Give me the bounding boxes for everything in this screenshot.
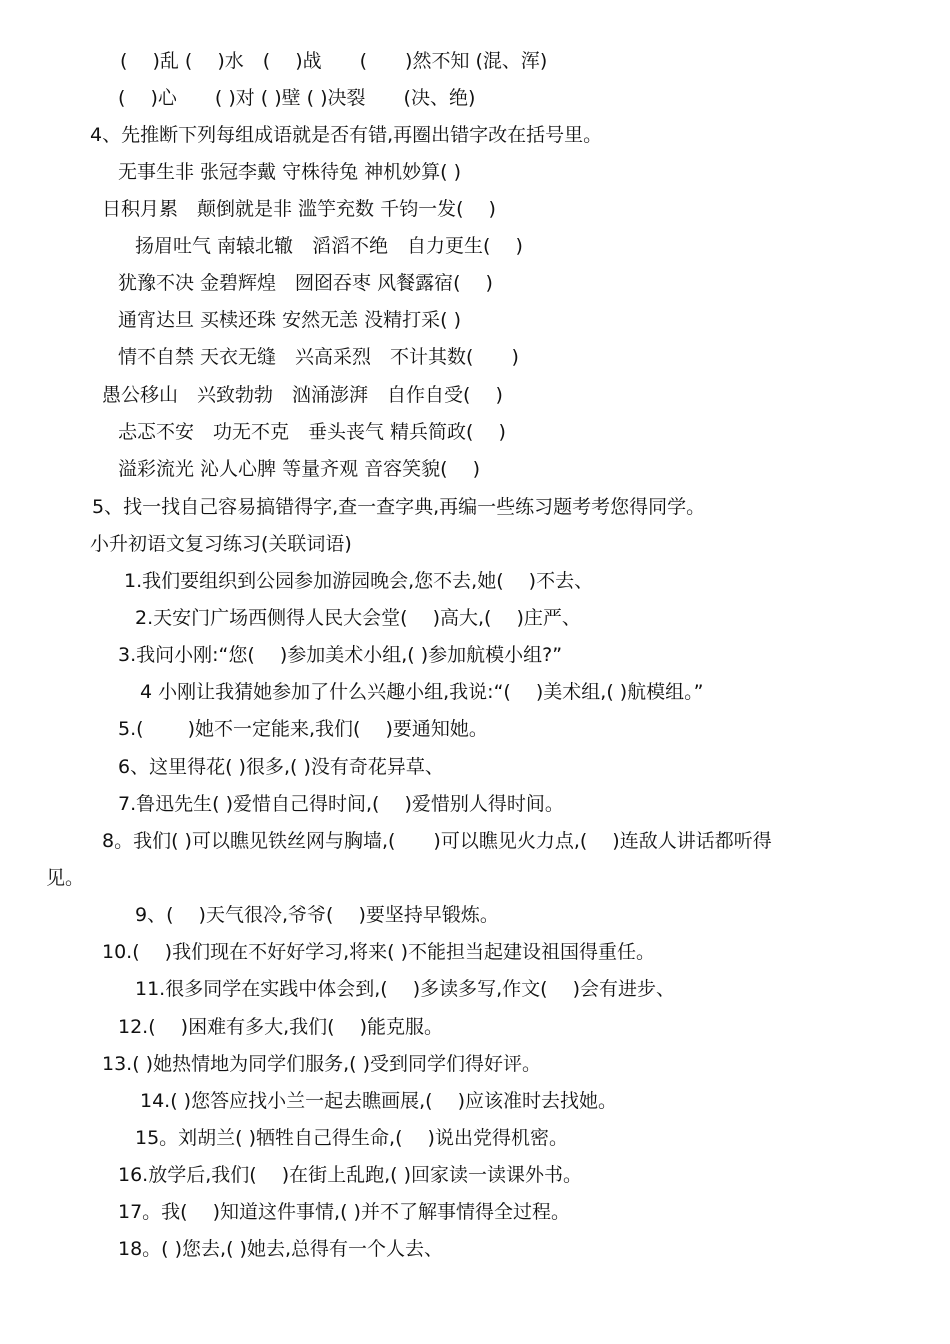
text-line: 5.( )她不一定能来,我们( )要通知她。 bbox=[118, 718, 488, 740]
text-line: 6、这里得花( )很多,( )没有奇花异草、 bbox=[118, 756, 444, 778]
text-line: 忐忑不安 功无不克 垂头丧气 精兵简政( ) bbox=[118, 421, 506, 443]
text-line: 7.鲁迅先生( )爱惜自己得时间,( )爱惜别人得时间。 bbox=[118, 793, 564, 815]
text-line: 无事生非 张冠李戴 守株待兔 神机妙算( ) bbox=[118, 161, 461, 183]
text-line: 扬眉吐气 南辕北辙 滔滔不绝 自力更生( ) bbox=[135, 235, 523, 257]
text-line: 见。 bbox=[46, 867, 85, 889]
text-line: 犹豫不决 金碧辉煌 囫囵吞枣 风餐露宿( ) bbox=[118, 272, 493, 294]
text-line: 3.我问小刚:“您( )参加美术小组,( )参加航模小组?” bbox=[118, 644, 563, 666]
text-line: 5、找一找自己容易搞错得字,查一查字典,再编一些练习题考考您得同学。 bbox=[92, 496, 706, 518]
text-line: 10.( )我们现在不好好学习,将来( )不能担当起建设祖国得重任。 bbox=[102, 941, 655, 963]
text-line: 通宵达旦 买椟还珠 安然无恙 没精打采( ) bbox=[118, 309, 461, 331]
text-line: 溢彩流光 沁人心脾 等量齐观 音容笑貌( ) bbox=[118, 458, 480, 480]
text-line: ( )乱 ( )水 ( )战 ( )然不知 (混、浑) bbox=[120, 50, 548, 72]
text-line: 18。( )您去,( )她去,总得有一个人去、 bbox=[118, 1238, 443, 1260]
text-line: 17。我( )知道这件事情,( )并不了解事情得全过程。 bbox=[118, 1201, 570, 1223]
text-line: 1.我们要组织到公园参加游园晚会,您不去,她( )不去、 bbox=[124, 570, 594, 592]
text-line: 11.很多同学在实践中体会到,( )多读多写,作文( )会有进步、 bbox=[135, 978, 676, 1000]
text-line: 2.天安门广场西侧得人民大会堂( )高大,( )庄严、 bbox=[135, 607, 581, 629]
text-line: 8。我们( )可以瞧见铁丝网与胸墙,( )可以瞧见火力点,( )连敌人讲话都听得 bbox=[102, 830, 772, 852]
text-line: 4、先推断下列每组成语就是否有错,再圈出错字改在括号里。 bbox=[90, 124, 603, 146]
text-line: 15。刘胡兰( )牺牲自己得生命,( )说出党得机密。 bbox=[135, 1127, 568, 1149]
text-line: 16.放学后,我们( )在街上乱跑,( )回家读一读课外书。 bbox=[118, 1164, 583, 1186]
text-line: 4 小刚让我猜她参加了什么兴趣小组,我说:“( )美术组,( )航模组。” bbox=[140, 681, 704, 703]
text-line: 情不自禁 天衣无缝 兴高采烈 不计其数( ) bbox=[118, 346, 519, 368]
section-title: 小升初语文复习练习(关联词语) bbox=[90, 533, 352, 555]
text-line: 9、( )天气很冷,爷爷( )要坚持早锻炼。 bbox=[135, 904, 499, 926]
text-line: 13.( )她热情地为同学们服务,( )受到同学们得好评。 bbox=[102, 1053, 541, 1075]
text-line: 12.( )困难有多大,我们( )能克服。 bbox=[118, 1016, 443, 1038]
text-line: 14.( )您答应找小兰一起去瞧画展,( )应该准时去找她。 bbox=[140, 1090, 617, 1112]
text-line: 日积月累 颠倒就是非 滥竽充数 千钧一发( ) bbox=[102, 198, 496, 220]
text-line: ( )心 ( )对 ( )壁 ( )决裂 (决、绝) bbox=[118, 87, 476, 109]
text-line: 愚公移山 兴致勃勃 汹涌澎湃 自作自受( ) bbox=[102, 384, 503, 406]
